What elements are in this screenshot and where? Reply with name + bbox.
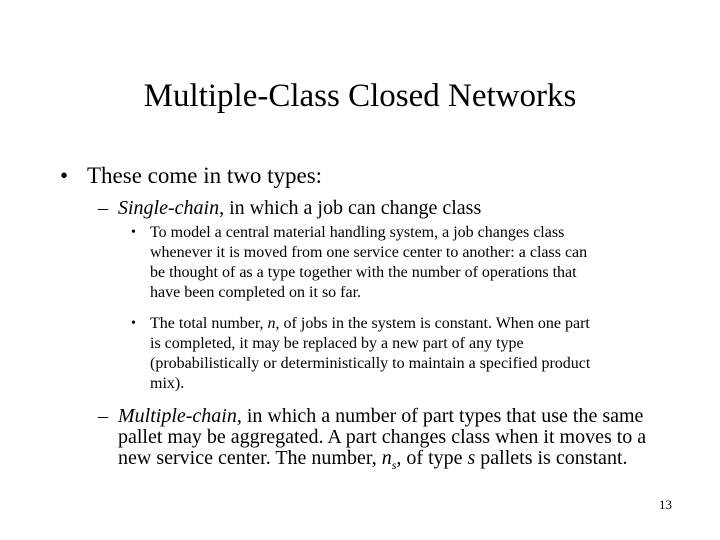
bullet-marker: • [131,225,136,240]
point-line: whenever it is moved from one service center to another: a class can [150,244,588,261]
point-line: mix). [150,375,185,392]
multiple-chain-line-3-prefix: new service center. The number, [118,447,382,469]
point-line: To model a central material handling system, a job changes class [150,224,565,241]
multiple-chain-line-3-mid: , of type [396,447,468,469]
point-line: (probabilistically or deterministically to maintain a specified product [150,355,591,372]
point-line: be thought of as a type together with the number of operations that [150,264,577,281]
multiple-chain-line-3-suffix: pallets is constant. [475,447,628,469]
point-line-prefix: The total number, [150,315,268,332]
subitem-text [118,198,678,219]
variable-subscript-s: s [391,458,397,472]
point-line: have been completed on it so far. [150,284,362,301]
point-text [150,223,660,303]
bullet-marker: • [131,316,136,331]
single-chain-description: , in which a job can change class [219,197,482,219]
point-line: is completed, it may be replaced by a new part of any type [150,335,524,352]
term-multiple-chain: Multiple-chain [118,405,237,427]
point-line-suffix: , of jobs in the system is constant. When one part [275,315,590,332]
slide-title: Multiple-Class Closed Networks [143,78,577,114]
bullet-text: These come in two types: [87,163,323,188]
multiple-chain-line-2: pallet may be aggregated. A part changes class when it moves to a [118,426,647,448]
subitem-text [118,405,678,472]
variable-n: n [381,447,392,469]
dash-marker: – [98,405,108,427]
page-number: 13 [659,497,672,512]
point-text [150,314,660,394]
multiple-chain-line-1: , in which a number of part types that use the same [236,405,644,427]
variable-n: n [267,315,276,332]
term-single-chain: Single-chain [118,197,220,219]
bullet-marker: • [60,163,69,188]
variable-s: s [467,447,476,469]
dash-marker: – [98,197,108,219]
